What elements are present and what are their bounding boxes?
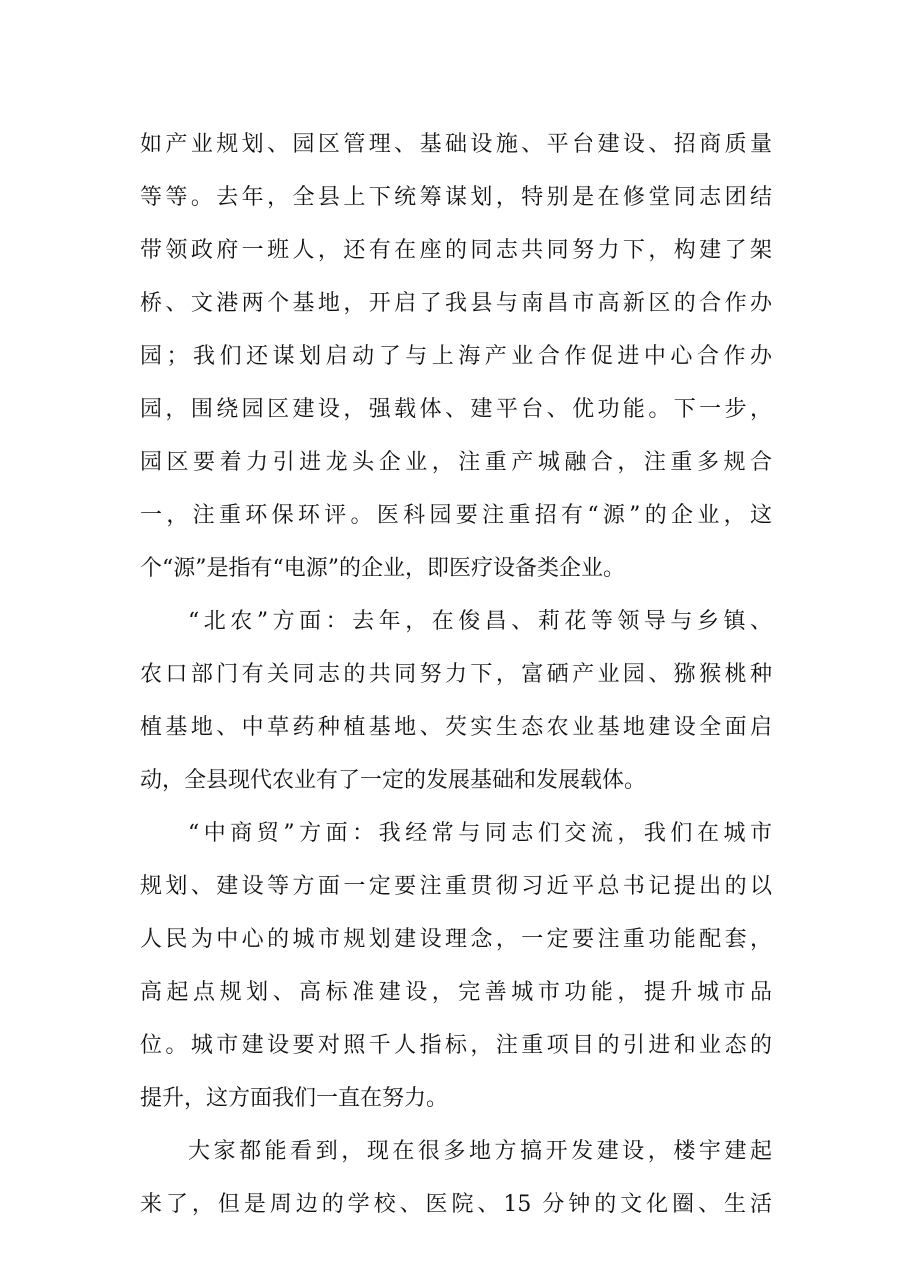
text-line: 带领政府一班人，还有在座的同志共同努力下，构建了架 — [140, 238, 772, 263]
text-line: 个“源”是指有“电源”的企业，即医疗设备类企业。 — [140, 556, 625, 581]
text-line: 如产业规划、园区管理、基础设施、平台建设、招商质量 — [140, 132, 772, 157]
text-line: 农口部门有关同志的共同努力下，富硒产业园、猕猴桃种 — [140, 662, 772, 687]
text-line: 等等。去年，全县上下统筹谋划，特别是在修堂同志团结 — [140, 185, 772, 210]
text-line: “中商贸”方面：我经常与同志们交流，我们在城市 — [188, 821, 772, 846]
text-line: 园，围绕园区建设，强载体、建平台、优功能。下一步， — [140, 397, 772, 422]
document-body — [140, 125, 772, 1238]
text-line: 园区要着力引进龙头企业，注重产城融合，注重多规合 — [140, 450, 772, 475]
text-line: 高起点规划、高标准建设，完善城市功能，提升城市品 — [140, 980, 772, 1005]
text-line: 大家都能看到，现在很多地方搞开发建设，楼宇建起 — [188, 1139, 772, 1164]
paragraph-3 — [140, 814, 772, 1119]
text-line: 园；我们还谋划启动了与上海产业合作促进中心合作办 — [140, 344, 772, 369]
text-line: 提升，这方面我们一直在努力。 — [140, 1086, 449, 1111]
paragraph-2 — [140, 602, 772, 801]
text-line: 规划、建设等方面一定要注重贯彻习近平总书记提出的以 — [140, 874, 772, 899]
text-line: “北农”方面：去年，在俊昌、莉花等领导与乡镇、 — [188, 609, 772, 634]
paragraph-1 — [140, 125, 772, 589]
text-line: 桥、文港两个基地，开启了我县与南昌市高新区的合作办 — [140, 291, 772, 316]
text-line: 来了，但是周边的学校、医院、15 分钟的文化圈、生活 — [140, 1192, 772, 1217]
text-line: 一，注重环保环评。医科园要注重招有“源”的企业，这 — [140, 503, 772, 528]
text-line: 人民为中心的城市规划建设理念，一定要注重功能配套， — [140, 927, 772, 952]
text-line: 位。城市建设要对照千人指标，注重项目的引进和业态的 — [140, 1033, 772, 1058]
text-line: 动，全县现代农业有了一定的发展基础和发展载体。 — [140, 768, 647, 793]
paragraph-4 — [140, 1132, 772, 1225]
text-line: 植基地、中草药种植基地、芡实生态农业基地建设全面启 — [140, 715, 772, 740]
